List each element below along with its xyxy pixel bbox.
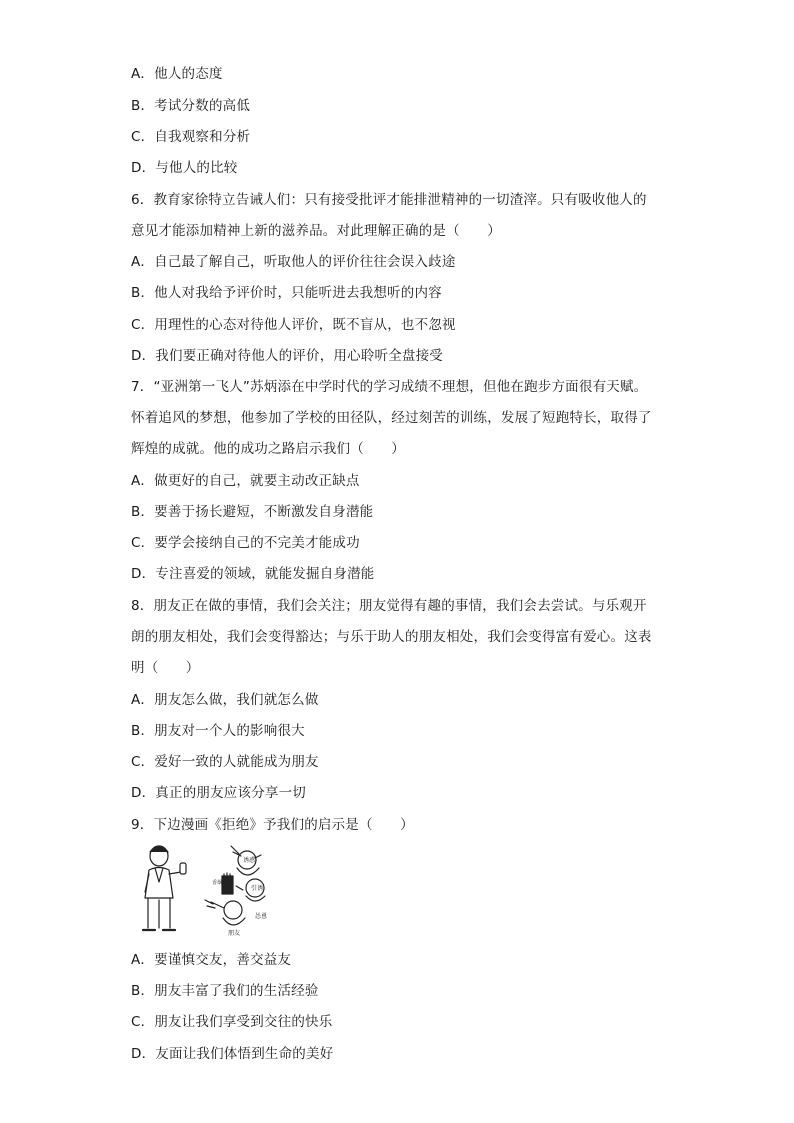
- q9-option-a: A．要谨慎交友，善交益友: [131, 952, 292, 968]
- q5-option-a: A．他人的态度: [131, 66, 223, 82]
- q9-option-c: C．朋友让我们享受到交往的快乐: [131, 1014, 333, 1030]
- q7-option-d: D．专注喜爱的领域，就能发掘自身潜能: [131, 566, 375, 582]
- refusal-cartoon-svg: [133, 838, 283, 938]
- q6-option-d: D．我们要正确对待他人的评价，用心聆听全盘接受: [131, 348, 443, 364]
- q8-option-d: D．真正的朋友应该分享一切: [131, 785, 306, 801]
- cartoon-label-temptation: 诱惑: [243, 857, 256, 864]
- q5-option-d: D．与他人的比较: [131, 160, 238, 176]
- q8-stem-line-2: 朗的朋友相处，我们会变得豁达；与乐于助人的朋友相处，我们会变得富有爱心。这表: [131, 629, 652, 645]
- q8-option-b: B．朋友对一个人的影响很大: [131, 723, 305, 739]
- q6-stem-line-1: 6．教育家徐特立告诫人们：只有接受批评才能排泄精神的一切渣滓。只有吸收他人的: [131, 192, 647, 208]
- q9-option-d: D．友面让我们体悟到生命的美好: [131, 1046, 334, 1062]
- q9-option-b: B．朋友丰富了我们的生活经验: [131, 983, 319, 999]
- cartoon-label-incite: 怂恿: [255, 913, 268, 920]
- q6-option-c: C．用理性的心态对待他人评价，既不盲从，也不忽视: [131, 317, 456, 333]
- refusal-cartoon-image: [133, 838, 283, 938]
- refusing-man-figure: [143, 846, 186, 930]
- q5-option-b: B．考试分数的高低: [131, 98, 251, 114]
- q8-option-a: A．朋友怎么做，我们就怎么做: [131, 692, 319, 708]
- q5-option-c: C．自我观察和分析: [131, 129, 251, 145]
- q7-option-a: A．做更好的自己，就要主动改正缺点: [131, 473, 360, 489]
- q7-stem-line-1: 7．“亚洲第一飞人”苏炳添在中学时代的学习成绩不理想，但他在跑步方面很有天赋。: [131, 379, 648, 395]
- cartoon-label-friend: 朋友: [228, 930, 241, 937]
- cigarette-pack-figure: [222, 873, 233, 894]
- q6-stem-line-2: 意见才能添加精神上新的滋养品。对此理解正确的是（ ）: [131, 223, 501, 239]
- q8-stem-line-1: 8．朋友正在做的事情，我们会关注；朋友觉得有趣的事情，我们会去尝试。与乐观开: [131, 598, 647, 614]
- cartoon-label-cigarette: 香烟: [212, 880, 223, 886]
- q7-stem-line-2: 怀着追风的梦想，他参加了学校的田径队，经过刻苦的训练，发展了短跑特长，取得了: [131, 410, 652, 426]
- persuader-figure-bottom: [205, 900, 245, 925]
- q7-option-b: B．要善于扬长避短，不断激发自身潜能: [131, 504, 374, 520]
- q9-stem-line-1: 9．下边漫画《拒绝》予我们的启示是（ ）: [131, 817, 414, 833]
- cartoon-label-lure: 引诱: [251, 885, 264, 892]
- q6-option-b: B．他人对我给予评价时，只能听进去我想听的内容: [131, 285, 442, 301]
- q7-stem-line-3: 辉煌的成就。他的成功之路启示我们（ ）: [131, 441, 405, 457]
- q8-option-c: C．爱好一致的人就能成为朋友: [131, 754, 319, 770]
- q8-stem-line-3: 明（ ）: [131, 660, 200, 676]
- q6-option-a: A．自己最了解自己，听取他人的评价往往会误入歧途: [131, 254, 456, 270]
- q7-option-c: C．要学会接纳自己的不完美才能成功: [131, 535, 360, 551]
